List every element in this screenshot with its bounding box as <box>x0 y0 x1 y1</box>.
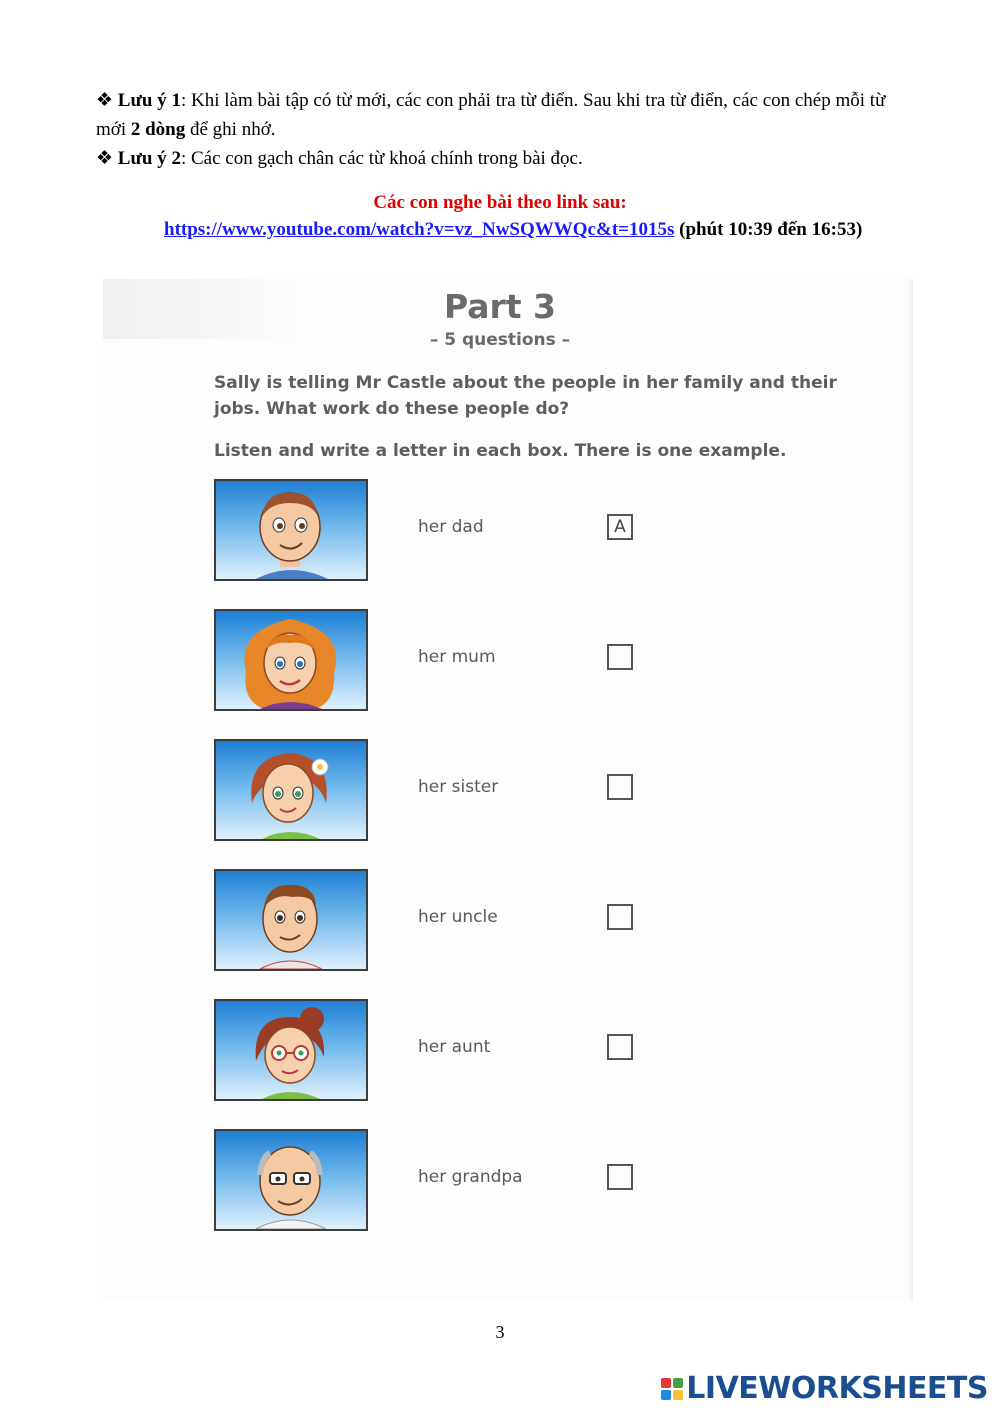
note-1-label: Lưu ý 1 <box>117 90 181 111</box>
item-row <box>214 609 644 711</box>
dad-portrait-icon <box>214 479 368 581</box>
scan-edge <box>907 279 913 1301</box>
item-label: her uncle <box>418 907 498 927</box>
part-subtitle: – 5 questions – <box>429 330 571 350</box>
item-row <box>214 999 644 1101</box>
item-label: her sister <box>418 777 499 797</box>
note-1-text-end: để ghi nhớ. <box>185 119 276 140</box>
item-label: her aunt <box>418 1037 491 1057</box>
note-2-text: : Các con gạch chân các từ khoá chính trong bài đọc. <box>180 148 583 169</box>
liveworksheets-brand[interactable] <box>661 1371 988 1406</box>
answer-box[interactable] <box>607 774 633 800</box>
item-row <box>214 1129 644 1231</box>
item-row <box>214 739 644 841</box>
link-line <box>164 219 862 241</box>
item-label: her mum <box>418 647 496 667</box>
answer-box[interactable] <box>607 1164 633 1190</box>
answer-box[interactable] <box>607 644 633 670</box>
note-2-label: Lưu ý 2 <box>117 148 181 169</box>
note-1 <box>96 86 916 144</box>
aunt-portrait-icon <box>214 999 368 1101</box>
listen-heading: Các con nghe bài theo link sau: <box>373 192 627 213</box>
item-row <box>214 869 644 971</box>
liveworksheets-logo-icon <box>661 1378 683 1400</box>
answer-box[interactable] <box>607 1034 633 1060</box>
bullet-icon: ❖ <box>96 148 114 169</box>
note-2 <box>96 144 916 173</box>
instruction-task: Listen and write a letter in each box. There is one example. <box>214 441 787 461</box>
part-title: Part 3 <box>443 287 557 326</box>
uncle-portrait-icon <box>214 869 368 971</box>
grandpa-portrait-icon <box>214 1129 368 1231</box>
sister-portrait-icon <box>214 739 368 841</box>
notes-section <box>96 86 916 173</box>
time-range: (phút 10:39 đến 16:53) <box>679 219 863 240</box>
answer-box[interactable]: A <box>607 514 633 540</box>
item-row <box>214 479 644 581</box>
note-1-bold: 2 dòng <box>130 119 186 140</box>
item-label: her grandpa <box>418 1167 523 1187</box>
youtube-link[interactable]: https://www.youtube.com/watch?v=vz_NwSQWWQc&t=1015s <box>164 219 675 240</box>
page-number: 3 <box>495 1322 505 1342</box>
instruction-context: Sally is telling Mr Castle about the people in her family and their jobs. What work do these people do? <box>214 373 837 419</box>
brand-name: LIVEWORKSHEETS <box>686 1371 988 1406</box>
bullet-icon: ❖ <box>96 90 114 111</box>
item-label: her dad <box>418 517 484 537</box>
note-1-text: : Khi làm bài tập có từ mới, các con phải tra từ điển. Sau khi tra từ điển, các con chép mỗi từ mới <box>96 90 886 140</box>
mum-portrait-icon <box>214 609 368 711</box>
answer-box[interactable] <box>607 904 633 930</box>
